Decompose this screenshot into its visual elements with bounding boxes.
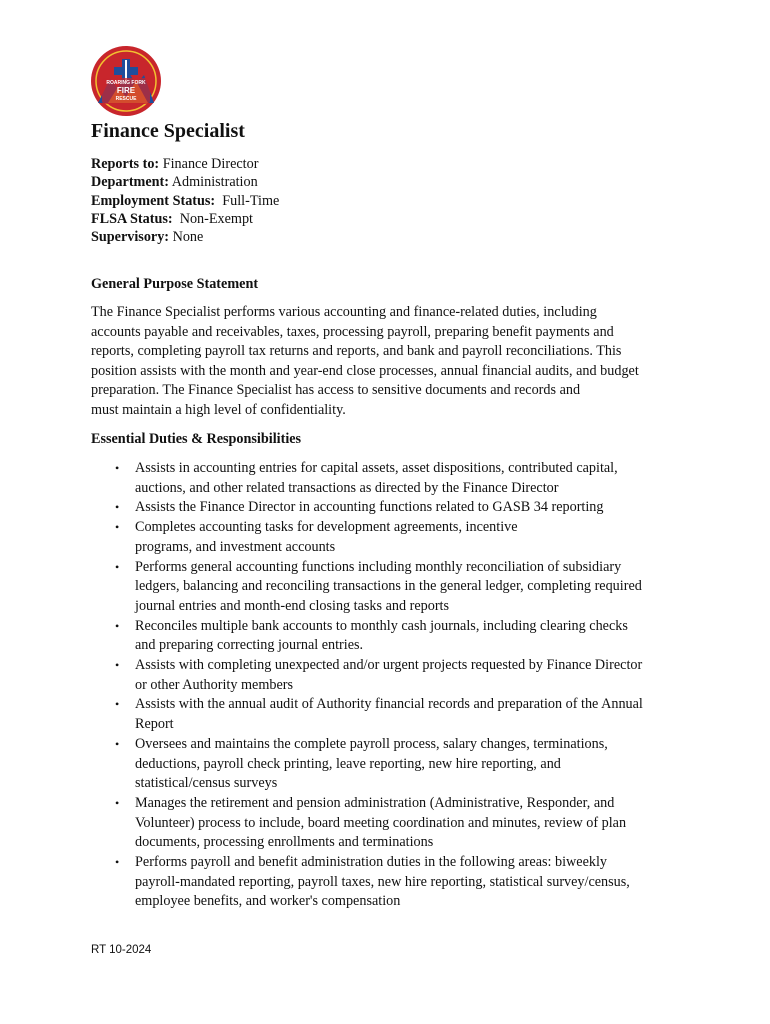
duty-item <box>91 459 691 498</box>
bullet-icon: • <box>115 618 120 633</box>
purpose-line: accounts payable and receivables, taxes, processing payroll, preparing benefit payments and <box>91 323 614 340</box>
page-title: Finance Specialist <box>91 120 245 142</box>
meta-label: Supervisory: <box>91 229 170 246</box>
purpose-line: reports, completing payroll tax returns and reports, and bank and payroll reconciliations. This <box>91 343 622 360</box>
document-footer: RT 10-2024 <box>91 944 152 956</box>
purpose-line: preparation. The Finance Specialist has access to sensitive documents and records and <box>91 382 581 399</box>
duty-line: programs, and investment accounts <box>135 538 336 555</box>
duty-line: or other Authority members <box>135 676 294 693</box>
roaring-fork-fire-rescue-logo <box>90 45 162 117</box>
duty-line: payroll-mandated reporting, payroll taxes, new hire reporting, statistical survey/census, <box>135 873 630 890</box>
meta-employment-status <box>91 192 279 210</box>
logo-text-mid: FIRE <box>116 86 136 95</box>
purpose-line: The Finance Specialist performs various accounting and finance-related duties, including <box>91 304 597 320</box>
duty-line: auctions, and other related transactions as directed by the Finance Director <box>135 479 559 496</box>
bullet-icon: • <box>115 697 120 712</box>
duty-item <box>91 498 691 518</box>
duty-line: Volunteer) process to include, board meeting coordination and minutes, review of plan <box>135 814 627 831</box>
duty-line: journal entries and month-end closing tasks and reports <box>135 597 450 614</box>
meta-department <box>91 173 279 191</box>
duty-item <box>91 617 691 656</box>
duty-line: employee benefits, and worker's compensation <box>135 893 401 910</box>
meta-label: Department: <box>91 174 170 191</box>
duty-item <box>91 656 691 695</box>
bullet-icon: • <box>115 559 120 574</box>
duty-line: Performs payroll and benefit administration duties in the following areas: biweekly <box>135 854 608 871</box>
duties-list <box>91 459 691 912</box>
meta-label: Employment Status: <box>91 192 216 209</box>
meta-value: Administration <box>171 174 258 191</box>
purpose-line: position assists with the month and year-end close processes, annual financial audits, and budget <box>91 362 639 379</box>
duty-item <box>91 695 691 734</box>
duty-item <box>91 853 691 912</box>
bullet-icon: • <box>115 736 120 751</box>
duty-item <box>91 735 691 794</box>
bullet-icon: • <box>115 795 120 810</box>
duty-line: documents, processing enrollments and terminations <box>135 834 434 851</box>
job-meta <box>91 155 279 246</box>
duty-line: Oversees and maintains the complete payroll process, salary changes, terminations, <box>135 735 608 752</box>
duty-line: Assists the Finance Director in accounting functions related to GASB 34 reporting <box>135 499 604 516</box>
duty-line: Assists with completing unexpected and/or urgent projects requested by Finance Director <box>135 657 643 674</box>
duty-line: Assists with the annual audit of Authority financial records and preparation of the Annual <box>135 696 643 713</box>
meta-label: Reports to: <box>91 156 160 172</box>
duty-line: Performs general accounting functions including monthly reconciliation of subsidiary <box>135 558 622 575</box>
duty-line: Manages the retirement and pension administration (Administrative, Responder, and <box>135 794 615 811</box>
logo-text-top: ROARING FORK <box>106 80 146 86</box>
duties-heading: Essential Duties & Responsibilities <box>91 431 302 447</box>
duty-line: Completes accounting tasks for development agreements, incentive <box>135 519 518 536</box>
duty-item <box>91 558 691 617</box>
bullet-icon: • <box>115 500 120 515</box>
meta-value: Finance Director <box>162 156 259 172</box>
duty-line: statistical/census surveys <box>135 775 278 792</box>
duty-line: Report <box>135 716 174 733</box>
bullet-icon: • <box>115 658 120 673</box>
meta-flsa-status <box>91 210 279 228</box>
meta-value: Full-Time <box>222 192 280 209</box>
purpose-heading: General Purpose Statement <box>91 276 259 292</box>
meta-reports-to <box>91 155 279 173</box>
meta-value: Non-Exempt <box>179 210 253 227</box>
bullet-icon: • <box>115 520 120 535</box>
duty-line: Assists in accounting entries for capital assets, asset dispositions, contributed capital, <box>135 460 618 476</box>
duty-item <box>91 794 691 853</box>
duty-line: deductions, payroll check printing, leave reporting, new hire reporting, and <box>135 755 561 772</box>
duty-line: ledgers, balancing and reconciling transactions in the general ledger, completing required <box>135 578 642 595</box>
bullet-icon: • <box>115 855 120 870</box>
purpose-line: must maintain a high level of confidentiality. <box>91 401 346 418</box>
meta-supervisory <box>91 228 279 246</box>
purpose-statement <box>91 303 639 421</box>
logo-text-bottom: RESCUE <box>115 96 137 102</box>
meta-value: None <box>172 229 204 246</box>
bullet-icon: • <box>115 461 120 475</box>
duty-line: Reconciles multiple bank accounts to monthly cash journals, including clearing checks <box>135 617 628 634</box>
meta-label: FLSA Status: <box>91 210 173 227</box>
duty-line: and preparing correcting journal entries. <box>135 637 364 654</box>
duty-item <box>91 518 691 557</box>
